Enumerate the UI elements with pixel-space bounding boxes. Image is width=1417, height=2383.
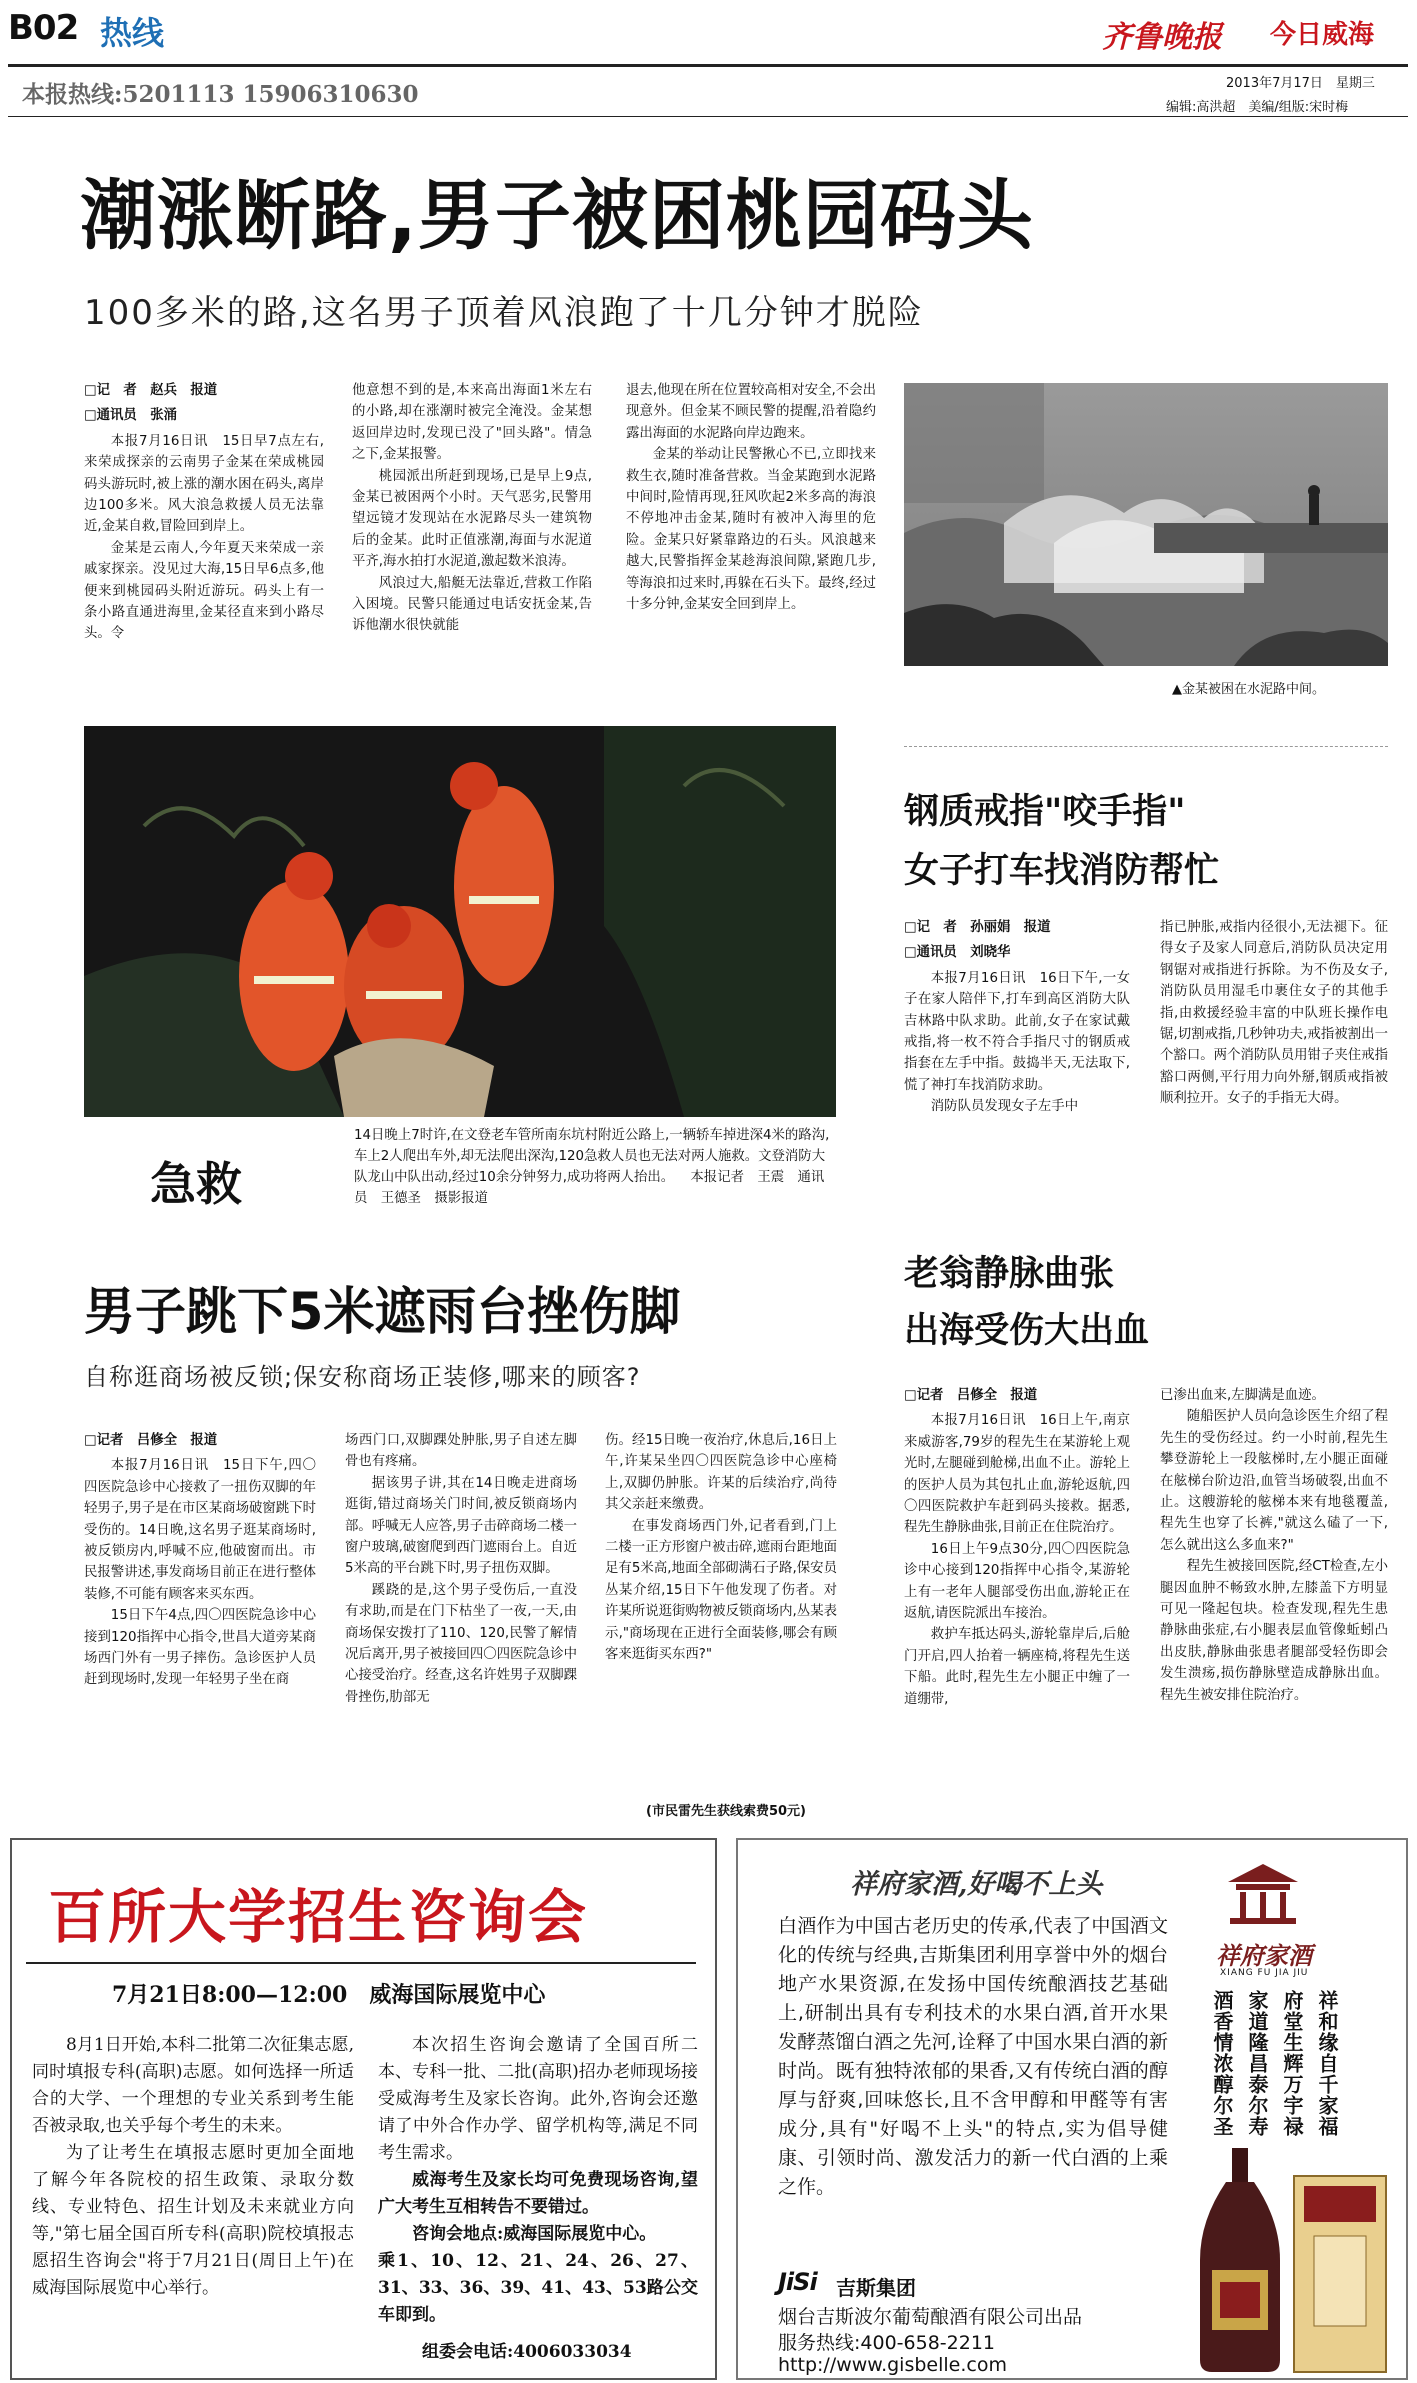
paragraph: 威海考生及家长均可免费现场咨询,望广大考生互相转告不要错过。	[378, 2170, 698, 2217]
story3-byline1: □记 者 孙丽娟 报道	[904, 920, 1051, 935]
ad-left-phone: 组委会电话:4006033034	[422, 2342, 632, 2362]
paragraph: 退去,他现在所在位置较高相对安全,不会出现意外。但金某不顾民警的提醒,沿着隐约露出海面的水泥路向岸边跑来。	[626, 383, 876, 441]
ad-right-slogan: 祥府家酒,好喝不上头	[850, 1869, 1103, 1900]
paragraph: 金某的举动让民警揪心不已,立即找来救生衣,随时准备营救。当金某跑到水泥路中间时,险情再现,狂风吹起2米多高的海浪不停地冲击金某,随时有被冲入海里的危险。金某只好紧靠路边的石头。风浪越来越大,民警指挥金某趁海浪间隙,紧跑几步,等海浪扣过来时,再躲在石头下。最终,经过十多分钟,金某安全回到岸上。	[626, 447, 876, 613]
story1-col1	[84, 380, 324, 680]
ad-right-company: 烟台吉斯波尔葡萄酿酒有限公司出品	[778, 2306, 1083, 2328]
ad-left-col1	[32, 2032, 354, 2302]
ad-right-pinyin: XIANG FU JIA JIU	[1220, 1968, 1309, 1978]
paragraph: 8月1日开始,本科二批第二次征集志愿,同时填报专科(高职)志愿。如何选择一所适合的大学、一个理想的专业关系到考生能否被录取,也关乎每个考生的未来。	[32, 2035, 354, 2136]
issue-date: 2013年7月17日 星期三	[1226, 76, 1375, 91]
story4-col2	[1160, 1385, 1388, 1825]
divider	[26, 1962, 696, 1964]
ad-left-time: 7月21日8:00—12:00 威海国际展览中心	[112, 1982, 546, 2008]
story3-byline2: □通讯员 刘晓华	[904, 945, 1011, 961]
ad-right-body: 白酒作为中国古老历史的传承,代表了中国酒文化的传统与经典,吉斯集团利用享誉中外的烟台地产水果资源,在发扬中国传统酿酒技艺基础上,研制出具有专利技术的水果白酒,首开水果发酵蒸馏白酒之先河,诠释了中国水果白酒的新时尚。既有独特浓郁的果香,又有传统白酒的醇厚与舒爽,回味悠长,且不含甲醇和甲醛等有害成分,具有"好喝不上头"的特点,实为倡导健康、引领时尚、激发活力的新一代白酒的上乘之作。	[778, 1915, 1168, 2198]
paragraph: 咨询会地点:威海国际展览中心。	[412, 2224, 657, 2244]
paragraph: 已渗出血来,左脚满是血迹。	[1160, 1388, 1325, 1403]
paragraph: 指已肿胀,戒指内径很小,无法褪下。征得女子及家人同意后,消防队员决定用钢锯对戒指进行拆除。为不伤及女子,消防队员用湿毛巾裹住女子的其他手指,由救援经验丰富的中队班长操作电锯,切割戒指,几秒钟功夫,戒指被割出一个豁口。两个消防队员用钳子夹住戒指豁口两侧,平行用力向外掰,钢质戒指被顺利拉开。女子的手指无大碍。	[1160, 920, 1388, 1107]
rescue-caption-text: 14日晚上7时许,在文登老车管所南东坑村附近公路上,一辆轿车掉进深4米的路沟,车上2人爬出车外,却无法爬出深沟,120急救人员也无法对两人施救。文登消防大队龙山中队出动,经过10余分钟努力,成功将两人抬出。	[354, 1128, 830, 1185]
story1-byline1: □记 者 赵兵 报道	[84, 383, 218, 398]
story2-col2	[345, 1430, 577, 1830]
story4-headline-line2: 出海受伤大出血	[904, 1311, 1150, 1351]
poem-line: 府堂生辉万宇禄	[1280, 1990, 1304, 2137]
paragraph: 16日上午9点30分,四〇四医院急诊中心接到120指挥中心指令,某游轮上有一老年人腿部受伤出血,游轮正在返航,请医院派出车接治。	[904, 1541, 1130, 1622]
jisi-logo: JiSi	[778, 2268, 817, 2296]
editors: 编辑:高洪超 美编/组版:宋时梅	[1166, 100, 1349, 115]
rescue-label: 急救	[150, 1157, 242, 1211]
ad-right-poem	[1208, 1990, 1342, 2140]
paragraph: 消防队员发现女子左手中	[930, 1099, 1079, 1115]
story3-col1	[904, 917, 1130, 1187]
paragraph: 为了让考生在填报志愿时更加全面地了解今年各院校的招生政策、录取分数线、专业特色、招生计划及未来就业方向等,"第七届全国百所专科(高职)院校填报志愿招生咨询会"将于7月21日(周日上午)在威海国际展览中心举行。	[32, 2143, 354, 2298]
ad-liquor	[736, 1838, 1408, 2380]
story1-byline2: □通讯员 张涌	[84, 408, 177, 424]
paragraph: 本报7月16日讯 15日早7点左右,来荣成探亲的云南男子金某在荣成桃园码头游玩时,被上涨的潮水困在码头,离岸边100多米。风大浪急救援人员无法靠近,金某自救,冒险回到岸上。	[84, 433, 324, 535]
poem-line: 家道隆昌泰尔寿	[1245, 1990, 1269, 2137]
rescue-caption	[354, 1125, 834, 1209]
paragraph: 本次招生咨询会邀请了全国百所二本、专科一批、二批(高职)招办老师现场接受威海考生及家长咨询。此外,咨询会还邀请了中外合作办学、留学机构等,满足不同考生需求。	[378, 2035, 698, 2163]
ad-right-service: 服务热线:400-658-2211	[778, 2332, 995, 2354]
ad-college-fair	[10, 1838, 717, 2380]
ad-left-title: 百所大学招生咨询会	[48, 1883, 589, 1951]
firefighters-image	[84, 726, 836, 1117]
poem-line: 祥和缘自千家福	[1315, 1990, 1339, 2137]
story2-col1	[84, 1430, 316, 1830]
story1-headline: 潮涨断路,男子被困桃园码头	[80, 171, 1034, 260]
story3-col2	[1160, 917, 1388, 1187]
story2-col3	[605, 1430, 837, 1800]
newspaper-brand: 齐鲁晚报	[1102, 20, 1222, 55]
hotline: 本报热线:5201113 15906310630	[22, 81, 419, 108]
ad-right-web[interactable]: http://www.gisbelle.com	[778, 2354, 1007, 2376]
story2-headline: 男子跳下5米遮雨台挫伤脚	[84, 1283, 681, 1342]
story1-col2	[352, 380, 592, 680]
liquor-bottle-image	[1176, 2140, 1396, 2376]
paragraph: 救护车抵达码头,游轮靠岸后,后舱门开启,四人抬着一辆座椅,将程先生送下船。此时,程先生左小腿正中缠了一道绷带,	[904, 1627, 1130, 1707]
rescue-photo	[84, 726, 836, 1117]
paragraph: 程先生被接回医院,经CT检查,左小腿因血肿不畅致水肿,左膝盖下方明显可见一隆起包块。检查发现,程先生患静脉曲张症,右小腿表层血管像蚯蚓凸出皮肤,静脉曲张患者腿部受轻伤即会发生溃疡,损伤静脉壁造成静脉出血。程先生被安排住院治疗。	[1160, 1559, 1388, 1703]
paragraph: 伤。经15日晚一夜治疗,休息后,16日上午,许某呆坐四〇四医院急诊中心座椅上,双脚仍肿胀。许某的后续治疗,尚待其父亲赶来缴费。	[605, 1433, 837, 1513]
page-code: B02	[8, 8, 79, 48]
paragraph: 15日下午4点,四〇四医院急诊中心接到120指挥中心指令,世昌大道旁某商场西门外有一男子摔伤。急诊医护人员赶到现场时,发现一年轻男子坐在商	[84, 1608, 316, 1688]
story3-headline-line1: 钢质戒指"咬手指"	[904, 792, 1186, 832]
paragraph: 随船医护人员向急诊医生介绍了程先生的受伤经过。约一小时前,程先生攀登游轮上一段舷梯时,左小腿正面碰在舷梯台阶边沿,血管当场破裂,出血不止。这艘游轮的舷梯本来有地毯覆盖,程先生也穿了长裤,"就这么磕了一下,怎么就出这么多血来?"	[1160, 1409, 1388, 1553]
story1-col3	[626, 380, 876, 680]
paragraph: 金某是云南人,今年夏天来荣成一亲戚家探亲。没见过大海,15日早6点多,他便来到桃园码头附近游玩。码头上有一条小路直通进海里,金某径直来到小路尽头。令	[84, 540, 324, 642]
paragraph: 本报7月16日讯 16日上午,南京来威游客,79岁的程先生在某游轮上观光时,左腿碰到舱梯,出血不止。游轮上的医护人员为其包扎止血,游轮返航,四〇四医院救护车赶到码头接救。据悉,程先生静脉曲张,目前正在住院治疗。	[904, 1413, 1130, 1536]
paragraph: 他意想不到的是,本来高出海面1米左右的小路,却在涨潮时被完全淹没。金某想返回岸边时,发现已没了"回头路"。情急之下,金某报警。	[352, 383, 592, 463]
story4-col1	[904, 1385, 1130, 1825]
header-rule	[8, 64, 1408, 67]
paragraph: 据该男子讲,其在14日晚走进商场逛街,错过商场关门时间,被反锁商场内部。呼喊无人应答,男子击碎商场二楼一窗户玻璃,破窗爬到西门遮雨台上。自近5米高的平台跳下时,男子扭伤双脚。	[345, 1475, 577, 1577]
section-name: 热线	[100, 14, 165, 52]
ad-right-group: 吉斯集团	[836, 2276, 916, 2300]
rescue-credit: 本报记者 王震 通讯员 王德圣 摄影报道	[354, 1170, 825, 1206]
edition-name: 今日威海	[1270, 20, 1375, 50]
pavilion-icon	[1218, 1860, 1308, 1930]
paragraph: 本报7月16日讯 15日下午,四〇四医院急诊中心接救了一扭伤双脚的年轻男子,男子是在市区某商场破窗跳下时受伤的。14日晚,这名男子逛某商场时,被反锁房内,呼喊不应,他破窗而出。市民报警讲述,事发商场目前正在进行整体装修,不可能有顾客来买东西。	[84, 1458, 316, 1602]
story2-byline: □记者 吕修全 报道	[84, 1433, 218, 1448]
paragraph: 风浪过大,船艇无法靠近,营救工作陷入困境。民警只能通过电话安抚金某,告诉他潮水很快就能	[352, 575, 592, 634]
paragraph: 本报7月16日讯 16日下午,一女子在家人陪伴下,打车到高区消防大队吉林路中队求助。此前,女子在家试戴戒指,将一枚不符合手指尺寸的钢质戒指套在左手中指。鼓捣半天,无法取下,慌了神打车找消防求助。	[904, 970, 1130, 1093]
story4-headline-line1: 老翁静脉曲张	[904, 1254, 1115, 1294]
stormy-sea-image	[904, 383, 1388, 666]
story2-subheadline: 自称逛商场被反锁;保安称商场正装修,哪来的顾客?	[84, 1363, 641, 1391]
story3-headline-line2: 女子打车找消防帮忙	[904, 851, 1220, 891]
paragraph: 在事发商场西门外,记者看到,门上二楼一正方形窗户被击碎,遮雨台距地面足有5米高,地面全部砌满石子路,保安员丛某介绍,15日下午他发现了伤者。对许某所说逛街购物被反锁商场内,丛某表示,"商场现在正进行全面装修,哪会有顾客来逛街买东西?"	[605, 1518, 837, 1663]
story4-byline: □记者 吕修全 报道	[904, 1388, 1038, 1403]
story1-photo	[904, 383, 1388, 666]
story1-photo-caption: ▲金某被困在水泥路中间。	[1172, 682, 1325, 697]
story1-subheadline: 100多米的路,这名男子顶着风浪跑了十几分钟才脱险	[84, 293, 924, 333]
paragraph: 场西门口,双脚踝处肿胀,男子自述左脚骨也有疼痛。	[345, 1433, 577, 1470]
header-rule-2	[8, 116, 1408, 117]
paragraph: 蹊跷的是,这个男子受伤后,一直没有求助,而是在门下枯坐了一夜,一天,由商场保安拨打了110、120,民警了解情况后离开,男子被接回四〇四医院急诊中心接受治疗。经查,这名许姓男子双脚踝骨挫伤,肋部无	[345, 1582, 577, 1705]
poem-line: 酒香情浓醇尔圣	[1210, 1990, 1234, 2137]
divider	[904, 746, 1388, 747]
paragraph: 桃园派出所赶到现场,已是早上9点,金某已被困两个小时。天气恶劣,民警用望远镜才发现站在水泥路尽头一建筑物后的金某。此时正值涨潮,海面与水泥道平齐,海水拍打水泥道,激起数米浪涛。	[352, 468, 592, 570]
story2-tip-credit: (市民雷先生获线索费50元)	[646, 1804, 806, 1819]
ad-left-col2	[378, 2032, 698, 2329]
ad-right-brand: 祥府家酒	[1216, 1941, 1312, 1970]
paragraph: 乘1、10、12、21、24、26、27、31、33、36、39、41、43、53路公交车即到。	[378, 2251, 698, 2325]
